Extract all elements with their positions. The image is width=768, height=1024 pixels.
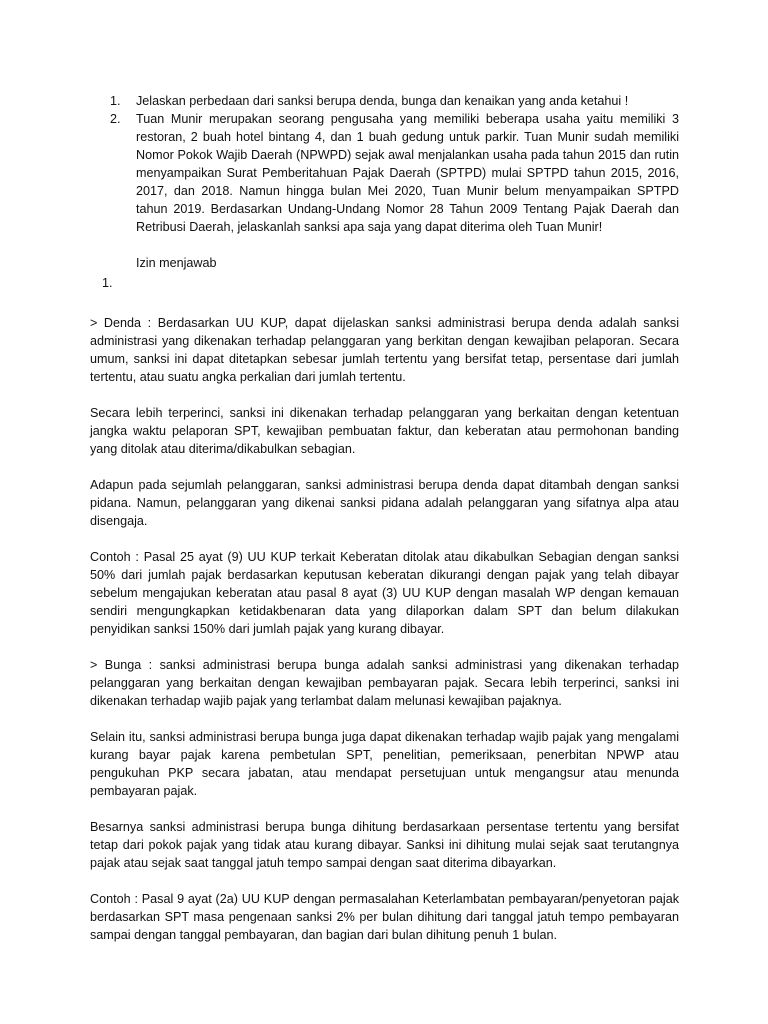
answer-paragraph: Adapun pada sejumlah pelanggaran, sanksi administrasi berupa denda dapat ditambah dengan sanksi pidana. Namun, pelanggaran yang dikenai sanksi pidana adalah pelanggaran yang sifatnya alpa atau disengaja. (90, 478, 679, 528)
question-item (90, 110, 679, 236)
answer-paragraph: Secara lebih terperinci, sanksi ini dikenakan terhadap pelanggaran yang berkaitan dengan ketentuan jangka waktu pelaporan SPT, kewajiban pembuatan faktur, dan keberatan atau permohonan banding yang ditolak atau diterima/dikabulkan sebagian. (90, 406, 679, 456)
izin-menjawab-text: Izin menjawab (136, 256, 217, 270)
answer-number: 1. (102, 276, 113, 290)
answer-paragraph: Besarnya sanksi administrasi berupa bunga dihitung berdasarkaan persentase tertentu yang bersifat tetap dari pokok pajak yang tidak atau kurang dibayar. Sanksi ini dihitung mulai sejak saat terutangnya pajak atau sejak saat tanggal jatuh tempo sampai dengan saat diterima dibayarkan. (90, 820, 679, 870)
question-text: Jelaskan perbedaan dari sanksi berupa denda, bunga dan kenaikan yang anda ketahui ! (136, 94, 629, 108)
answer-paragraph: Contoh : Pasal 25 ayat (9) UU KUP terkait Keberatan ditolak atau dikabulkan Sebagian dengan sanksi 50% dari jumlah pajak berdasarkan keputusan keberatan dikurangi dengan pajak yang telah dibayar sebelum mengajukan keberatan atau pasal 8 ayat (3) UU KUP dengan masalah WP dengan kemauan sendiri mengungkapkan ketidakbenaran data yang dilaporkan dalam SPT dan belum dilakukan penyidikan sanksi 150% dari jumlah pajak yang kurang dibayar. (90, 550, 679, 636)
question-number: 2. (110, 112, 121, 126)
question-list (90, 92, 679, 236)
answer-paragraph: Selain itu, sanksi administrasi berupa bunga juga dapat dikenakan terhadap wajib pajak yang mengalami kurang bayar pajak karena pembetulan SPT, penelitian, pemeriksaan, penerbitan NPWP atau pengukuhan PKP secara jabatan, atau mendapat persetujuan untuk mengangsur atau menunda pembayaran pajak. (90, 730, 679, 798)
question-number: 1. (110, 94, 121, 108)
document-content (90, 92, 679, 944)
question-text: Tuan Munir merupakan seorang pengusaha yang memiliki beberapa usaha yaitu memiliki 3 restoran, 2 buah hotel bintang 4, dan 1 buah gedung untuk parkir. Tuan Munir sudah memiliki Nomor Pokok Wajib Daerah (NPWPD) sejak awal menjalankan usaha pada tahun 2015 dan rutin menyampaikan Surat Pemberitahuan Pajak Daerah (SPTPD) mulai SPTPD tahun 2015, 2016, 2017, dan 2018. Namun hingga bulan Mei 2020, Tuan Munir belum menyampaikan SPTPD tahun 2019. Berdasarkan Undang-Undang Nomor 28 Tahun 2009 Tentang Pajak Daerah dan Retribusi Daerah, jelaskanlah sanksi apa saja yang dapat diterima oleh Tuan Munir! (136, 112, 679, 234)
question-item (90, 92, 679, 110)
answer-paragraph: > Bunga : sanksi administrasi berupa bunga adalah sanksi administrasi yang dikenakan terhadap pelanggaran yang berkaitan dengan kewajiban pembayaran pajak. Secara lebih terperinci, sanksi ini dikenakan terhadap wajib pajak yang terlambat dalam melunasi kewajiban pajaknya. (90, 658, 679, 708)
answer-paragraph: Contoh : Pasal 9 ayat (2a) UU KUP dengan permasalahan Keterlambatan pembayaran/penyetoran pajak berdasarkan SPT masa pengenaan sanksi 2% per bulan dihitung dari tanggal jatuh tempo pembayaran sampai dengan tanggal pembayaran, dan bagian dari bulan dihitung penuh 1 bulan. (90, 892, 679, 942)
answer-paragraph: > Denda : Berdasarkan UU KUP, dapat dijelaskan sanksi administrasi berupa denda adalah sanksi administrasi yang dikenakan terhadap pelanggaran yang berkitan dengan kewajiban pelaporan. Secara umum, sanksi ini dapat ditetapkan sebesar jumlah tertentu yang bersifat tetap, persentase dari jumlah tertentu, atau suatu angka perkalian dari jumlah tertentu. (90, 316, 679, 384)
